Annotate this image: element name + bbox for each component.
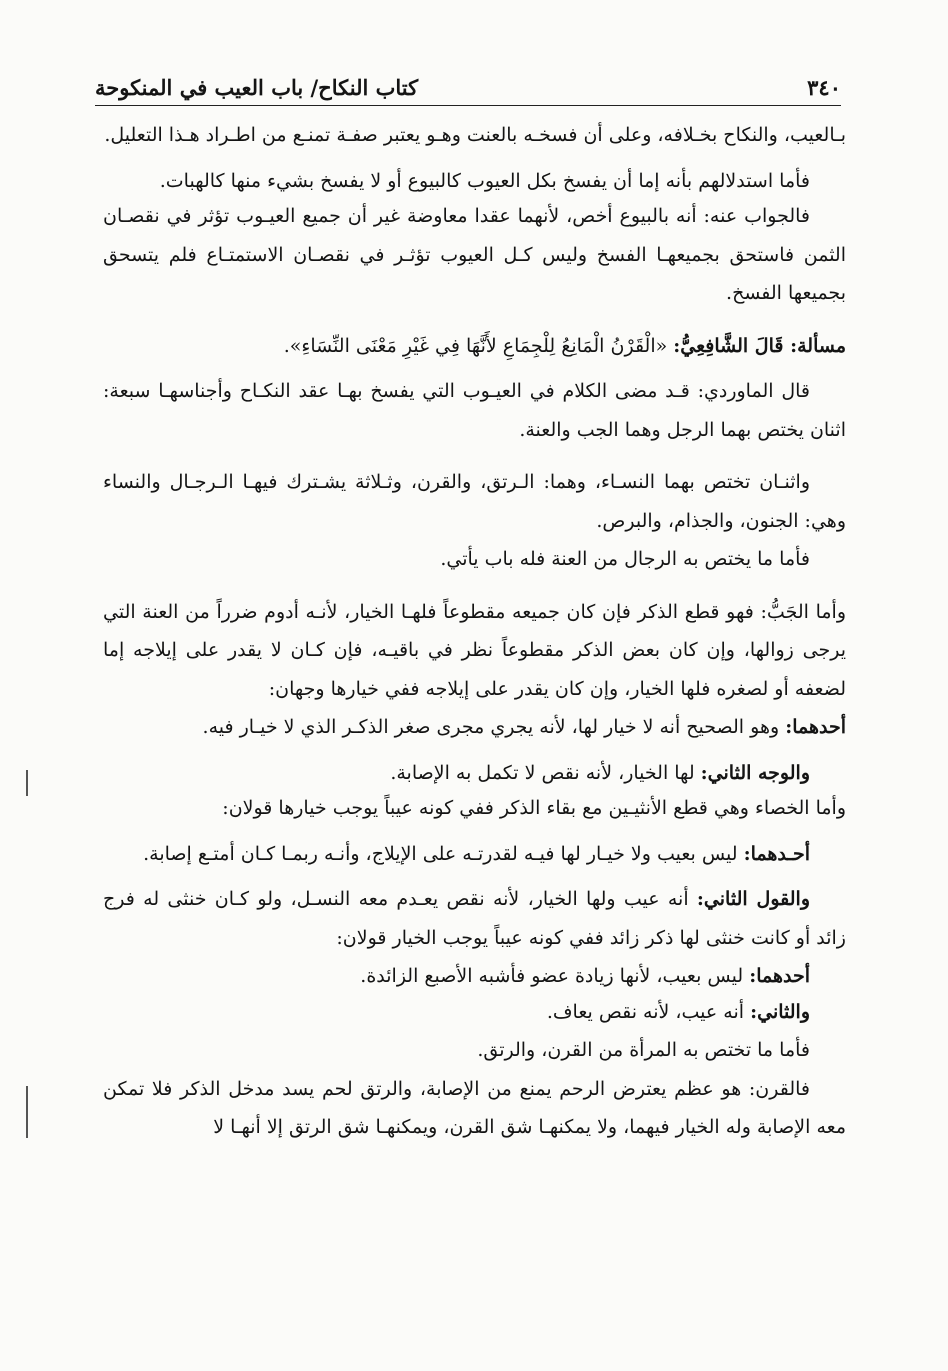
paragraph-castration-first [103,835,846,874]
masala-quote: «الْقَرْنُ الْمَانِعُ لِلْجِمَاعِ لأَنَّهَا فِي غَيْرِ مَعْنَى النِّسَاءِ». [283,334,674,357]
castration-first-text: ليس بعيب ولا خيـار لها فيـه لقدرتـه على الإيلاج، وأنـه ربمـا كـان أمتـع إصابة. [143,842,744,865]
paragraph-continuation: بـالعيب، والنكاح بخـلافه، وعلى أن فسخـه بالعنت وهـو يعتبر صفـة تمنـع من اطـراد هـذا التعليل. [104,124,846,146]
first-view-label: أحدهما: [785,716,846,738]
running-header [95,60,841,106]
second-view-text: لها الخيار، لأنه نقص لا تكمل به الإصابة. [390,761,701,784]
paragraph-castration-second [103,880,846,957]
paragraph-mawardi: قال الماوردي: قـد مضى الكلام في العيـوب التي يفسخ بهـا عقد النكـاح وأجناسهـا سبعة: اثنان يختص بهما الرجل وهما الجب والعنة. [103,380,846,441]
paragraph-castration: وأما الخصاء وهي قطع الأنثيـين مع بقاء الذكر ففي كونه عيباً يوجب خيارها قولان: [222,797,846,819]
page-body [103,116,846,1147]
castration-second-text: أنه عيب ولها الخيار، لأنه نقص يعـدم معه النسـل، ولو كـان خنثى له فرج زائد أو كانت خنثى لها ذكر زائد ففي كونه عيباً يوجب الخيار قولان: [103,888,846,949]
margin-mark [26,1086,28,1138]
paragraph-women-defects: واثنـان تختص بهما النسـاء، وهما: الـرتق، والقرن، وثـلاثة يشـترك فيهـا الـرجـال والنساء وهي: الجنون، والجذام، والبرص. [103,471,846,532]
masala-heading: مسألة: قَالَ الشَّافِعِيُّ: [673,334,846,357]
paragraph-first-view [103,708,846,747]
paragraph-qarn-ratq: فالقرن: هو عظم يعترض الرحم يمنع من الإصابة، والرتق لحم يسد مدخل الذكر فلا تمكن معه الإصابة وله الخيار فيهما، ولا يمكنهـا شق القرن، ويمكنهـا شق الرتق إلا أنهـا لا [103,1077,846,1138]
hermaphrodite-first-text: ليس بعيب، لأنها زيادة عضو فأشبه الأصبع الزائدة. [360,965,750,987]
paragraph-hermaphrodite-second [103,993,846,1032]
castration-second-label: والقول الثاني: [696,888,810,910]
paragraph-impotence: فأما ما يختص به الرجال من العنة فله باب يأتي. [440,548,810,570]
paragraph-women-specific: فأما ما تختص به المرأة من القرن، والرتق. [477,1039,810,1061]
paragraph-masala [103,327,846,366]
first-view-text: وهو الصحيح أنه لا خيار لها، لأنه يجري مجرى صغر الذكـر الذي لا خيـار فيه. [202,716,786,738]
hermaphrodite-second-label: والثاني: [750,1000,810,1023]
hermaphrodite-first-label: أحدهما: [749,965,810,987]
paragraph-hermaphrodite-first [103,957,846,996]
margin-mark [26,770,28,796]
paragraph-second-view [103,754,846,793]
page-number: ٣٤٠ [807,75,841,100]
paragraph-objection: فأما استدلالهم بأنه إما أن يفسخ بكل العيوب كالبيوع أو لا يفسخ بشيء منها كالهبات. [159,169,810,192]
paragraph-jabb: وأما الجَبُّ: فهو قطع الذكر فإن كان جميعه مقطوعاً فلهـا الخيار، لأنـه أدوم ضرراً من العنة التي يرجى زوالها، وإن كان بعض الذكر مقطوعاً نظر في باقيـه، فإن كـان لا يقدر على إيلاجه إما لضعفه أو لصغره فلها الخيار، وإن كان يقدر على إيلاجه ففي خيارها وجهان: [103,600,846,700]
hermaphrodite-second-text: أنه عيب، لأنه نقص يعاف. [546,1000,751,1023]
running-title: كتاب النكاح/ باب العيب في المنكوحة [95,75,419,100]
castration-first-label: أحـدهما: [743,842,810,865]
paragraph-reply: فالجواب عنه: أنه بالبيوع أخص، لأنهما عقدا معاوضة غير أن جميع العيـوب تؤثر في نقصـان الثمن فاستحق بجميعهـا الفسخ وليس كـل العيوب تؤثـر في نقصـان الاستمتـاع فلم يتسحق بجميعها الفسخ. [103,205,846,304]
second-view-label: والوجه الثاني: [700,761,810,784]
